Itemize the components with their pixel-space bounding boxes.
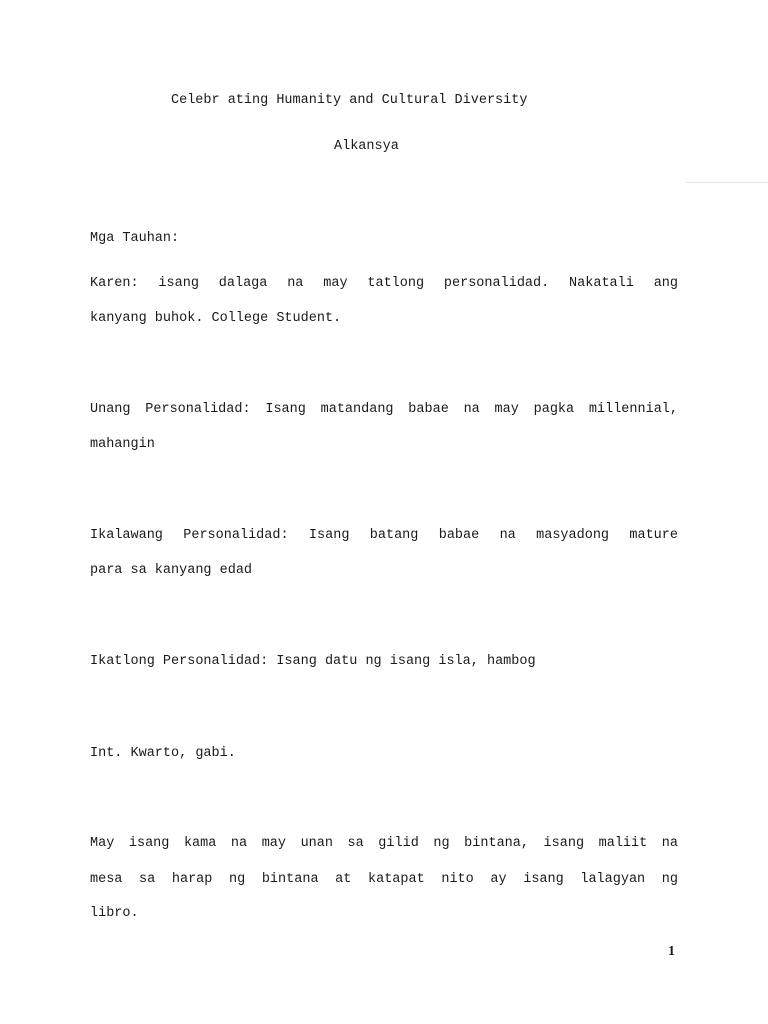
page-edge-divider: [686, 182, 768, 183]
scene-setting: Int. Kwarto, gabi.: [90, 746, 236, 761]
scene-description-line-3: libro.: [90, 906, 139, 921]
ikatlong-personalidad-line: Ikatlong Personalidad: Isang datu ng isang isla, hambog: [90, 654, 536, 669]
ikalawang-personalidad-line-1: Ikalawang Personalidad: Isang batang babae na masyadong mature: [90, 528, 678, 543]
document-subtitle: Alkansya: [334, 139, 399, 154]
unang-personalidad-line-1: Unang Personalidad: Isang matandang babae na may pagka millennial,: [90, 402, 678, 417]
scene-description-line-1: May isang kama na may unan sa gilid ng bintana, isang maliit na: [90, 836, 678, 851]
karen-description-line-2: kanyang buhok. College Student.: [90, 311, 342, 326]
unang-personalidad-line-2: mahangin: [90, 437, 155, 452]
karen-description-line-1: Karen: isang dalaga na may tatlong personalidad. Nakatali ang: [90, 276, 678, 291]
scene-description-line-2: mesa sa harap ng bintana at katapat nito ay isang lalagyan ng: [90, 872, 678, 887]
ikalawang-personalidad-line-2: para sa kanyang edad: [90, 563, 253, 578]
page-number: 1: [668, 944, 675, 959]
characters-heading: Mga Tauhan:: [90, 231, 180, 246]
document-title: Celebr ating Humanity and Cultural Diversity: [171, 93, 528, 108]
